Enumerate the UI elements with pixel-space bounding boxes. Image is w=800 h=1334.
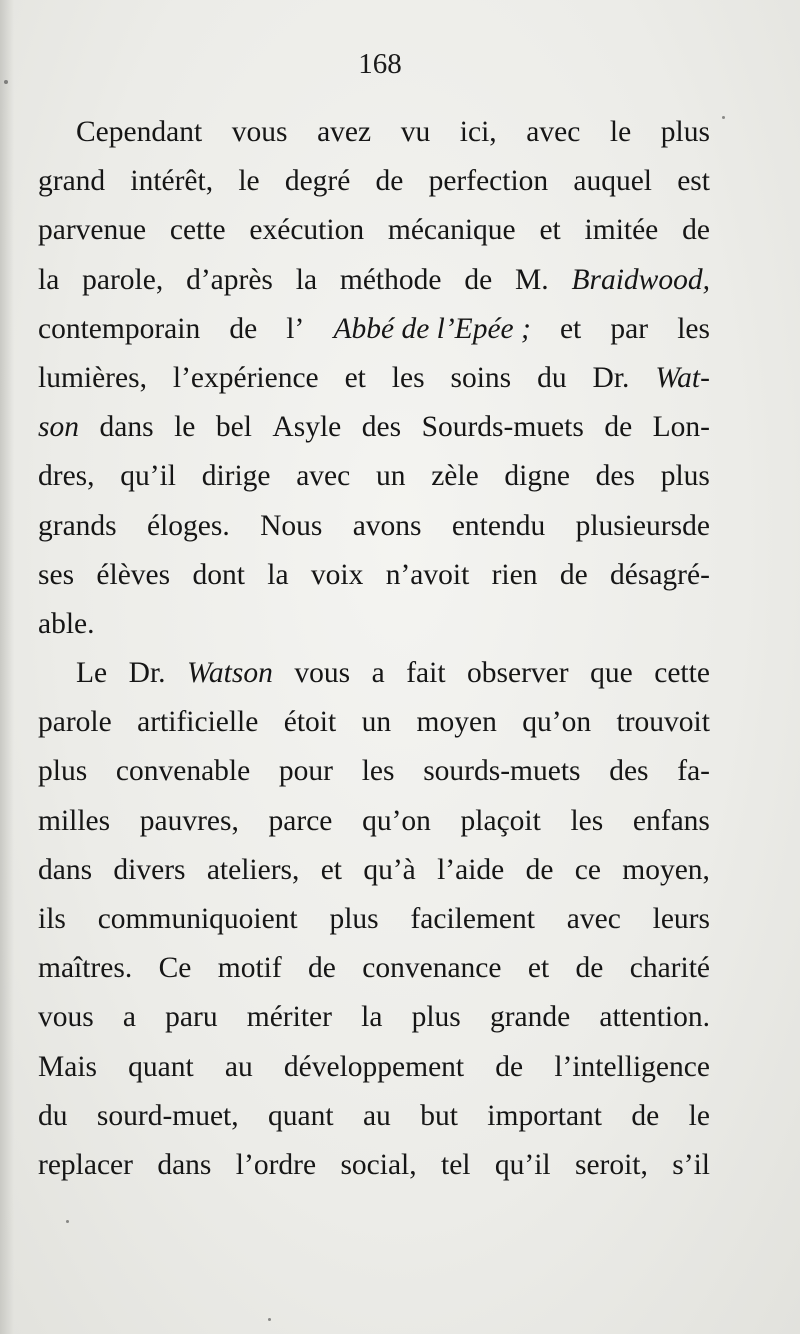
word: des (595, 460, 635, 493)
word: l’ordre (235, 1148, 317, 1181)
word: Watson (187, 657, 273, 690)
word: perfection (428, 165, 549, 198)
word: Wat- (655, 361, 710, 394)
word: fait (406, 657, 446, 690)
word: sourd-muet, (96, 1099, 239, 1132)
word: convenance (362, 952, 502, 985)
word: M. (515, 263, 549, 296)
word: plus (38, 755, 88, 788)
word: mériter (246, 1001, 332, 1034)
word: les (391, 361, 425, 394)
text-line (38, 846, 710, 895)
word: replacer (38, 1148, 133, 1181)
word: social, (340, 1148, 417, 1181)
word: leurs (652, 903, 710, 935)
text-line (38, 305, 710, 354)
word: moyen (416, 706, 497, 739)
word: d’après (186, 263, 273, 296)
word: Braidwood, (571, 263, 710, 296)
word: de (559, 558, 588, 591)
word: avons (352, 509, 422, 542)
word: et (539, 214, 561, 247)
word: vous (294, 657, 351, 690)
word: auquel (573, 165, 652, 198)
text-line (38, 256, 710, 305)
word: pauvres, (139, 804, 239, 837)
text-line (38, 747, 710, 796)
word: fa- (677, 755, 710, 788)
word: a (371, 657, 385, 690)
text-line (38, 1141, 710, 1190)
word: l’aide (437, 853, 505, 886)
word: seroit, (574, 1148, 648, 1181)
word: dirige (201, 460, 271, 493)
word: dres, (38, 460, 95, 493)
word: dont (192, 558, 245, 591)
text-line (38, 551, 710, 600)
word: développement (283, 1050, 465, 1083)
word: exécution (249, 214, 365, 247)
word: de (631, 1099, 660, 1132)
word: parole, (82, 263, 164, 296)
word: ce (574, 853, 601, 886)
word: désagré- (610, 558, 710, 591)
word: imitée (584, 214, 659, 247)
word: n’avoit (385, 558, 470, 591)
word: l’expérience (172, 361, 319, 394)
word: parvenue (38, 214, 147, 247)
word: quant (268, 1099, 334, 1132)
word: Cependant (76, 116, 203, 148)
text-line (38, 993, 710, 1042)
word: qu’il (120, 460, 176, 493)
word: dans (38, 853, 93, 886)
word: important (487, 1099, 602, 1132)
word: attention. (599, 1001, 710, 1034)
word: avec (566, 903, 621, 935)
word: l’intelligence (554, 1050, 710, 1083)
word: Mais (38, 1050, 97, 1083)
text-line (38, 452, 710, 501)
word: Asyle (272, 411, 342, 444)
paper-speck (66, 1220, 69, 1223)
word: que (590, 657, 633, 690)
word: et (527, 952, 550, 985)
word: grands (38, 509, 117, 542)
word: le (238, 165, 260, 198)
word: l’ (286, 312, 305, 345)
word: un (375, 460, 406, 493)
word: la (38, 263, 60, 296)
word: avez (317, 116, 372, 148)
word: un (361, 706, 392, 739)
word: mécanique (387, 214, 516, 247)
word: qu’à (363, 853, 416, 886)
word: les (361, 755, 395, 788)
word: les (570, 804, 604, 837)
word: étoit (283, 706, 337, 739)
word: avec (526, 116, 581, 148)
word: pour (278, 755, 333, 788)
word: du (537, 361, 567, 394)
word: de (495, 1050, 524, 1083)
text-line (38, 108, 710, 157)
word: de (375, 165, 404, 198)
word: zèle (431, 460, 479, 493)
word: qu’on (522, 706, 592, 739)
word: parce (268, 804, 333, 837)
word: divers (113, 853, 186, 886)
word: le (688, 1099, 710, 1132)
text-line (38, 649, 710, 698)
word: charité (629, 952, 710, 985)
text-line (38, 206, 710, 255)
body-text (38, 108, 710, 1190)
word: voix (310, 558, 364, 591)
word: qu’on (362, 804, 431, 837)
word: et (320, 853, 343, 886)
word: s’il (672, 1148, 710, 1181)
word: tel (441, 1148, 471, 1181)
word: communiquoient (97, 903, 298, 935)
word: plus (329, 903, 379, 935)
word: élèves (96, 558, 171, 591)
word: vous (231, 116, 288, 148)
word: avec (296, 460, 351, 493)
word: able. (38, 607, 95, 640)
word: moyen, (622, 853, 710, 886)
word: artificielle (137, 706, 259, 739)
word: plaçoit (460, 804, 541, 837)
word: Dr. (128, 657, 166, 690)
word: de (525, 853, 554, 886)
word: son (38, 411, 79, 444)
word: cette (169, 214, 226, 247)
word: au (224, 1050, 253, 1083)
paper-speck (4, 80, 8, 84)
word: Nous (260, 509, 323, 542)
word: Dr. (592, 361, 630, 394)
page-number: 168 (358, 48, 402, 80)
word: quant (128, 1050, 194, 1083)
word: de (682, 214, 710, 247)
word: ici, (459, 116, 497, 148)
text-line (38, 698, 710, 747)
text-line (38, 1092, 710, 1141)
word: de (308, 952, 336, 985)
word: entendu (451, 509, 546, 542)
word: motif (217, 952, 282, 985)
word: plus (660, 116, 710, 148)
word: la (295, 263, 318, 296)
word: la (361, 1001, 383, 1034)
word: rien (491, 558, 538, 591)
word: cette (654, 657, 710, 690)
word: intérêt, (130, 165, 214, 198)
word: facilement (410, 903, 535, 935)
word: contemporain (38, 312, 201, 345)
word: des (609, 755, 649, 788)
word: parole (38, 706, 112, 739)
word: plus (411, 1001, 461, 1034)
word: trouvoit (616, 706, 710, 739)
text-line (38, 797, 710, 846)
word: lumières, (38, 361, 147, 394)
text-line (38, 1043, 710, 1092)
word: la (267, 558, 289, 591)
word: ils (38, 903, 66, 935)
word: par (610, 312, 649, 345)
gutter-shadow (0, 0, 14, 1334)
text-line (38, 157, 710, 206)
text-line (38, 354, 710, 403)
word: ateliers, (206, 853, 300, 886)
text-line (38, 944, 710, 993)
word: dans (157, 1148, 212, 1181)
word: de (229, 312, 258, 345)
word: du (38, 1099, 68, 1132)
word: le (609, 116, 632, 148)
word: Abbé de l’Epée ; (333, 312, 531, 345)
text-line (38, 895, 710, 944)
word: Lon- (652, 411, 710, 444)
word: et (344, 361, 366, 394)
word: bel (215, 411, 252, 444)
word: observer (467, 657, 569, 690)
word: de (575, 952, 604, 985)
word: plusieursde (575, 509, 710, 542)
word: est (677, 165, 710, 198)
word: de (464, 263, 493, 296)
word: vu (400, 116, 431, 148)
word: qu’il (494, 1148, 551, 1181)
text-line (38, 403, 710, 452)
text-line (38, 502, 710, 551)
word: de (604, 411, 633, 444)
word: degré (284, 165, 351, 198)
text-line (38, 600, 710, 649)
word: au (362, 1099, 391, 1132)
word: maîtres. (38, 952, 133, 985)
word: soins (450, 361, 512, 394)
word: digne (504, 460, 570, 493)
word: Sourds-muets (421, 411, 584, 444)
paper-speck (722, 116, 725, 119)
word: paru (165, 1001, 218, 1034)
paper-speck (268, 1318, 271, 1321)
word: but (420, 1099, 458, 1132)
word: ses (38, 558, 75, 591)
word: milles (38, 804, 111, 837)
word: Le (76, 657, 108, 690)
word: sourds-muets (423, 755, 581, 788)
word: éloges. (146, 509, 230, 542)
word: a (122, 1001, 136, 1034)
word: grande (489, 1001, 571, 1034)
word: grand (38, 165, 106, 198)
word: vous (38, 1001, 94, 1034)
word: des (361, 411, 402, 444)
word: et (559, 312, 582, 345)
word: les (677, 312, 710, 345)
word: enfans (632, 804, 710, 837)
word: convenable (115, 755, 251, 788)
word: le (174, 411, 196, 444)
word: Ce (158, 952, 192, 985)
word: méthode (339, 263, 442, 296)
word: dans (99, 411, 154, 444)
word: plus (660, 460, 710, 493)
